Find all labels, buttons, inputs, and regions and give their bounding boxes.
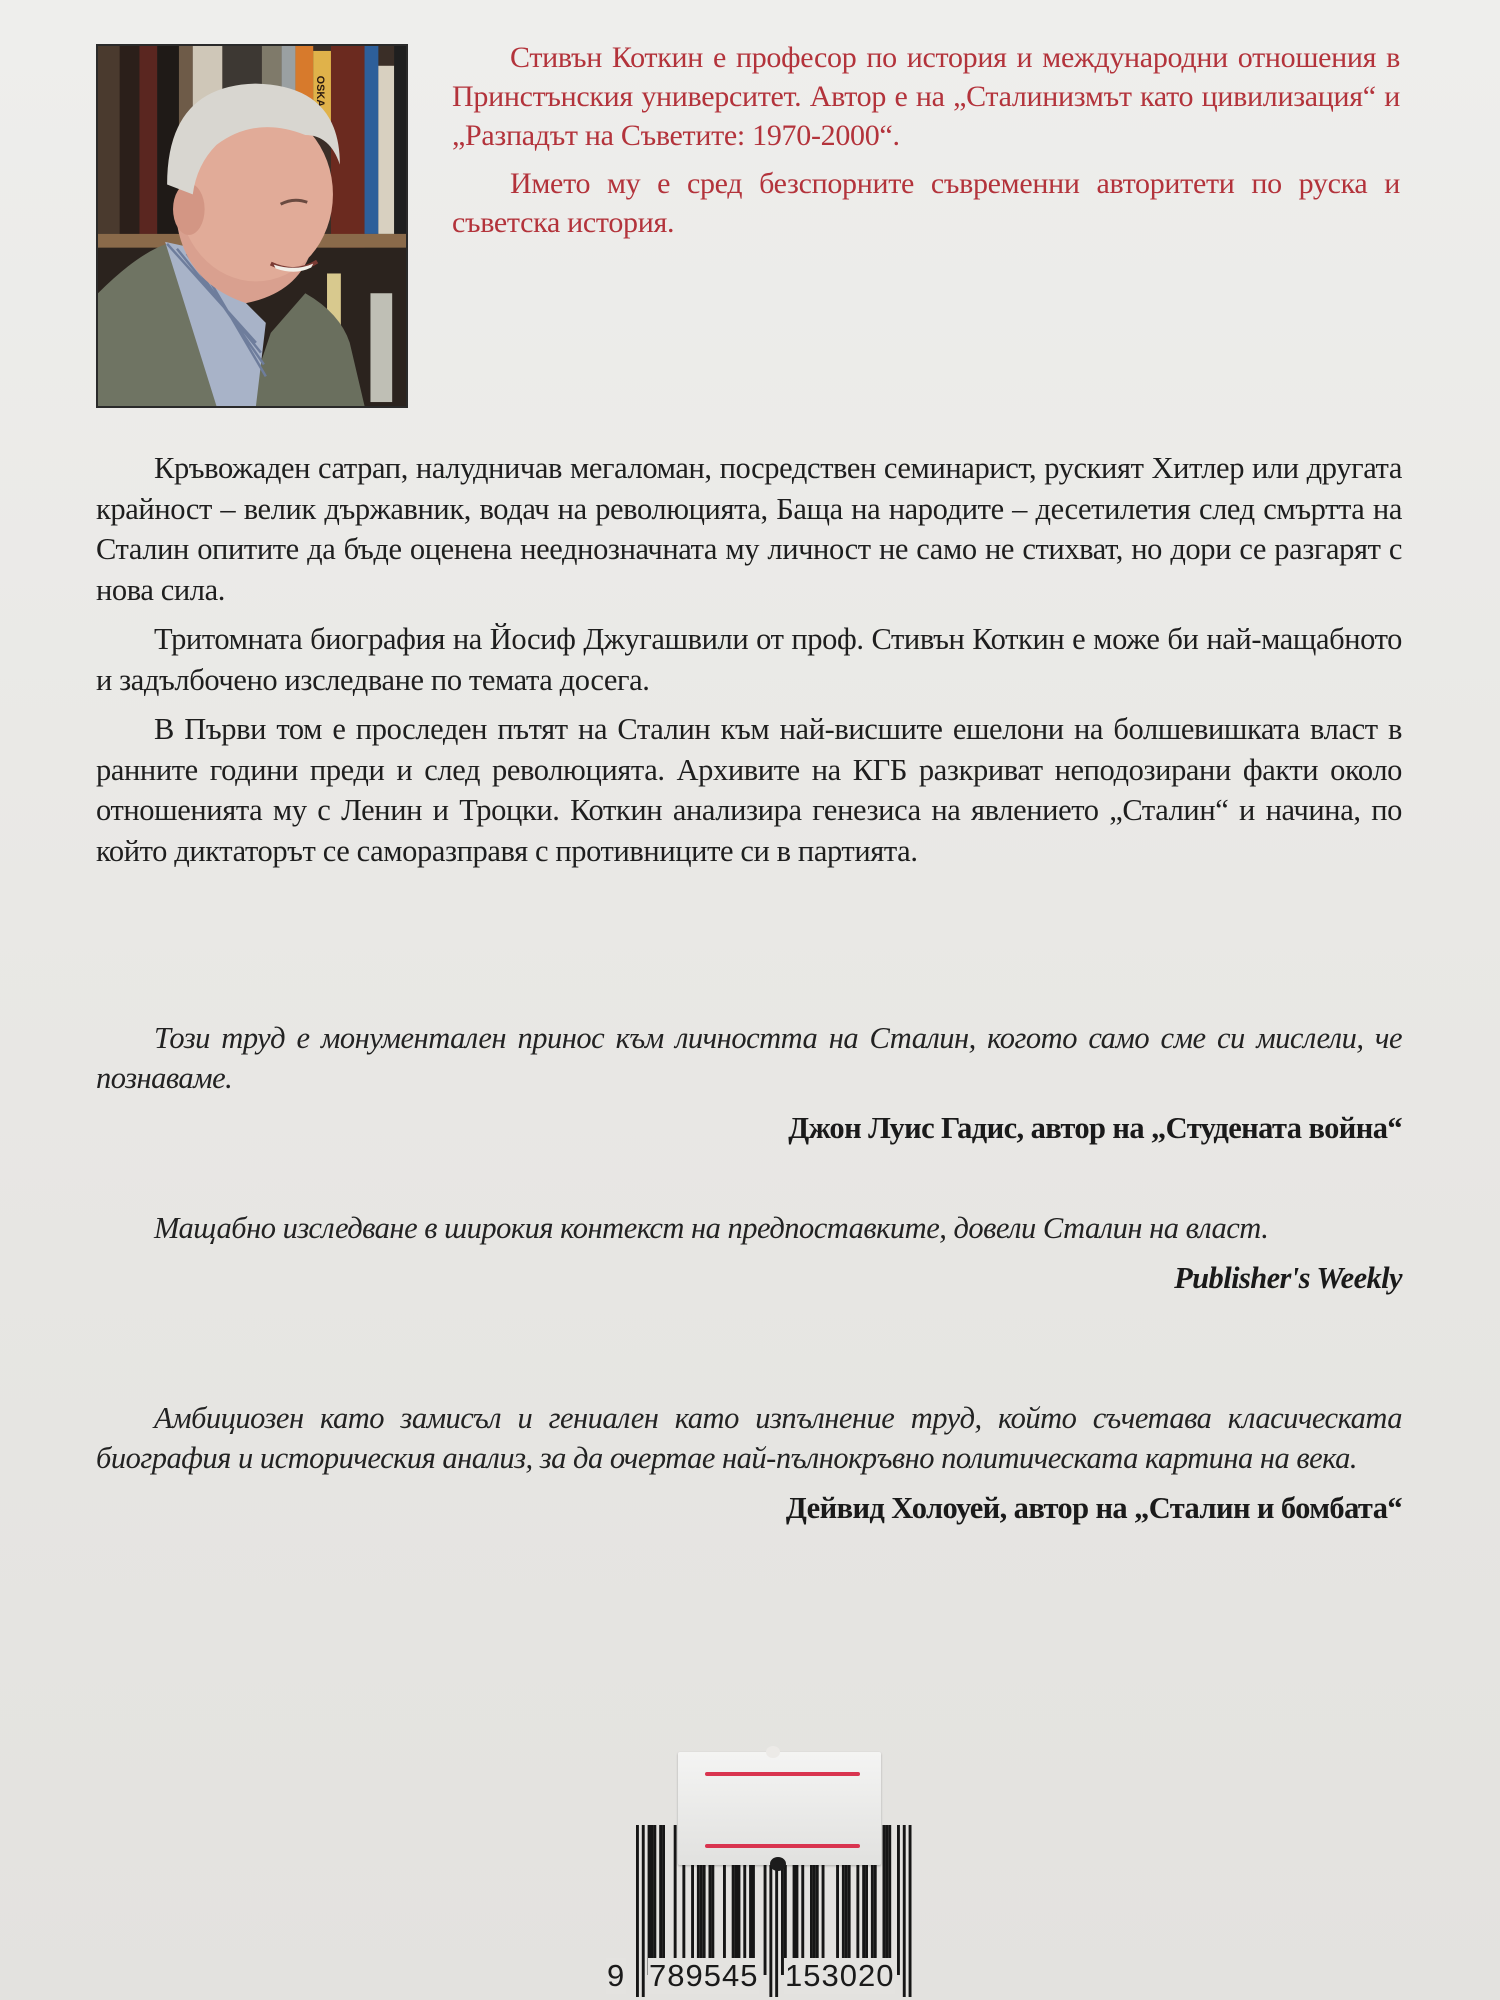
price-sticker <box>678 1752 881 1865</box>
book-description <box>96 448 1402 880</box>
barcode-bar <box>674 1825 677 1975</box>
barcode-bar <box>888 1825 891 1975</box>
sticker-red-line <box>705 1844 860 1848</box>
barcode-bar <box>653 1825 656 1975</box>
description-paragraph: В Първи том е проследен пътят на Сталин към най-висшите ешелони на болшевишката власт в ранните години преди и след революцията. Архивите на КГБ разкриват неподозирани факти около отношенията му с Ленин и Троцки. Коткин анализира генезиса на явлението „Сталин“ и начина, по който диктаторът се саморазправя с противниците си в партията. <box>96 712 1402 868</box>
bio-paragraph: Името му е сред безспорните съвременни авторитети по руска и съветска история. <box>452 167 1400 239</box>
description-paragraph: Кръвожаден сатрап, налудничав мегаломан, посредствен семинарист, руският Хитлер или другата крайност – велик държавник, водач на революцията, Баща на народите – десетилетия след смъртта на Сталин опитите да бъде оценена нееднозначната му личност не само не стихват, но дори се разгарят с нова сила. <box>96 451 1402 607</box>
description-paragraph: Тритомната биография на Йосиф Джугашвили от проф. Стивън Коткин е може би най-мащабното и задълбочено изследване по темата досега. <box>96 622 1402 697</box>
book-spine-text: OSKA <box>314 75 327 108</box>
barcode-bar <box>662 1825 665 1975</box>
barcode-bar <box>659 1825 662 1975</box>
bio-paragraph: Стивън Коткин е професор по история и международни отношения в Принстънския университет. Автор е на „Сталинизмът като цивилизация“ и „Разпадът на Съветите: 1970-2000“. <box>452 41 1400 152</box>
author-portrait-illustration <box>98 46 406 406</box>
quote-text: Амбициозен като замисъл и гениален като изпълнение труд, който съчетава класическата биография и историческия анализ, за да очертае най-пълнокръвно политическата картина на века. <box>96 1401 1402 1475</box>
quote-text: Този труд е монументален принос към личността на Сталин, когото само сме си мислели, че познаваме. <box>96 1021 1402 1095</box>
sticker-red-line <box>705 1772 860 1776</box>
barcode-bar <box>651 1825 654 1975</box>
barcode-bar <box>885 1825 888 1975</box>
isbn-first-digit: 9 <box>607 1958 626 1993</box>
barcode-bar <box>883 1825 886 1975</box>
barcode-bar <box>897 1825 900 1975</box>
quote-text: Мащабно изследване в широкия контекст на предпоставките, довели Сталин на власт. <box>154 1211 1269 1245</box>
isbn-left-group: 789545 <box>649 1958 759 1993</box>
quote-attribution: Джон Луис Гадис, автор на „Студената война“ <box>788 1111 1402 1145</box>
isbn-right-group: 153020 <box>785 1958 895 1993</box>
quote-attribution: Publisher's Weekly <box>1174 1261 1402 1295</box>
review-quote <box>96 1208 1402 1298</box>
quote-attribution: Дейвид Холоуей, автор на „Сталин и бомбата“ <box>785 1491 1402 1525</box>
review-quote <box>96 1398 1402 1528</box>
author-photo <box>96 44 408 408</box>
barcode-bar <box>648 1825 651 1975</box>
isbn-digits <box>604 1958 924 2000</box>
review-quote <box>96 1018 1402 1148</box>
author-bio <box>452 38 1400 251</box>
